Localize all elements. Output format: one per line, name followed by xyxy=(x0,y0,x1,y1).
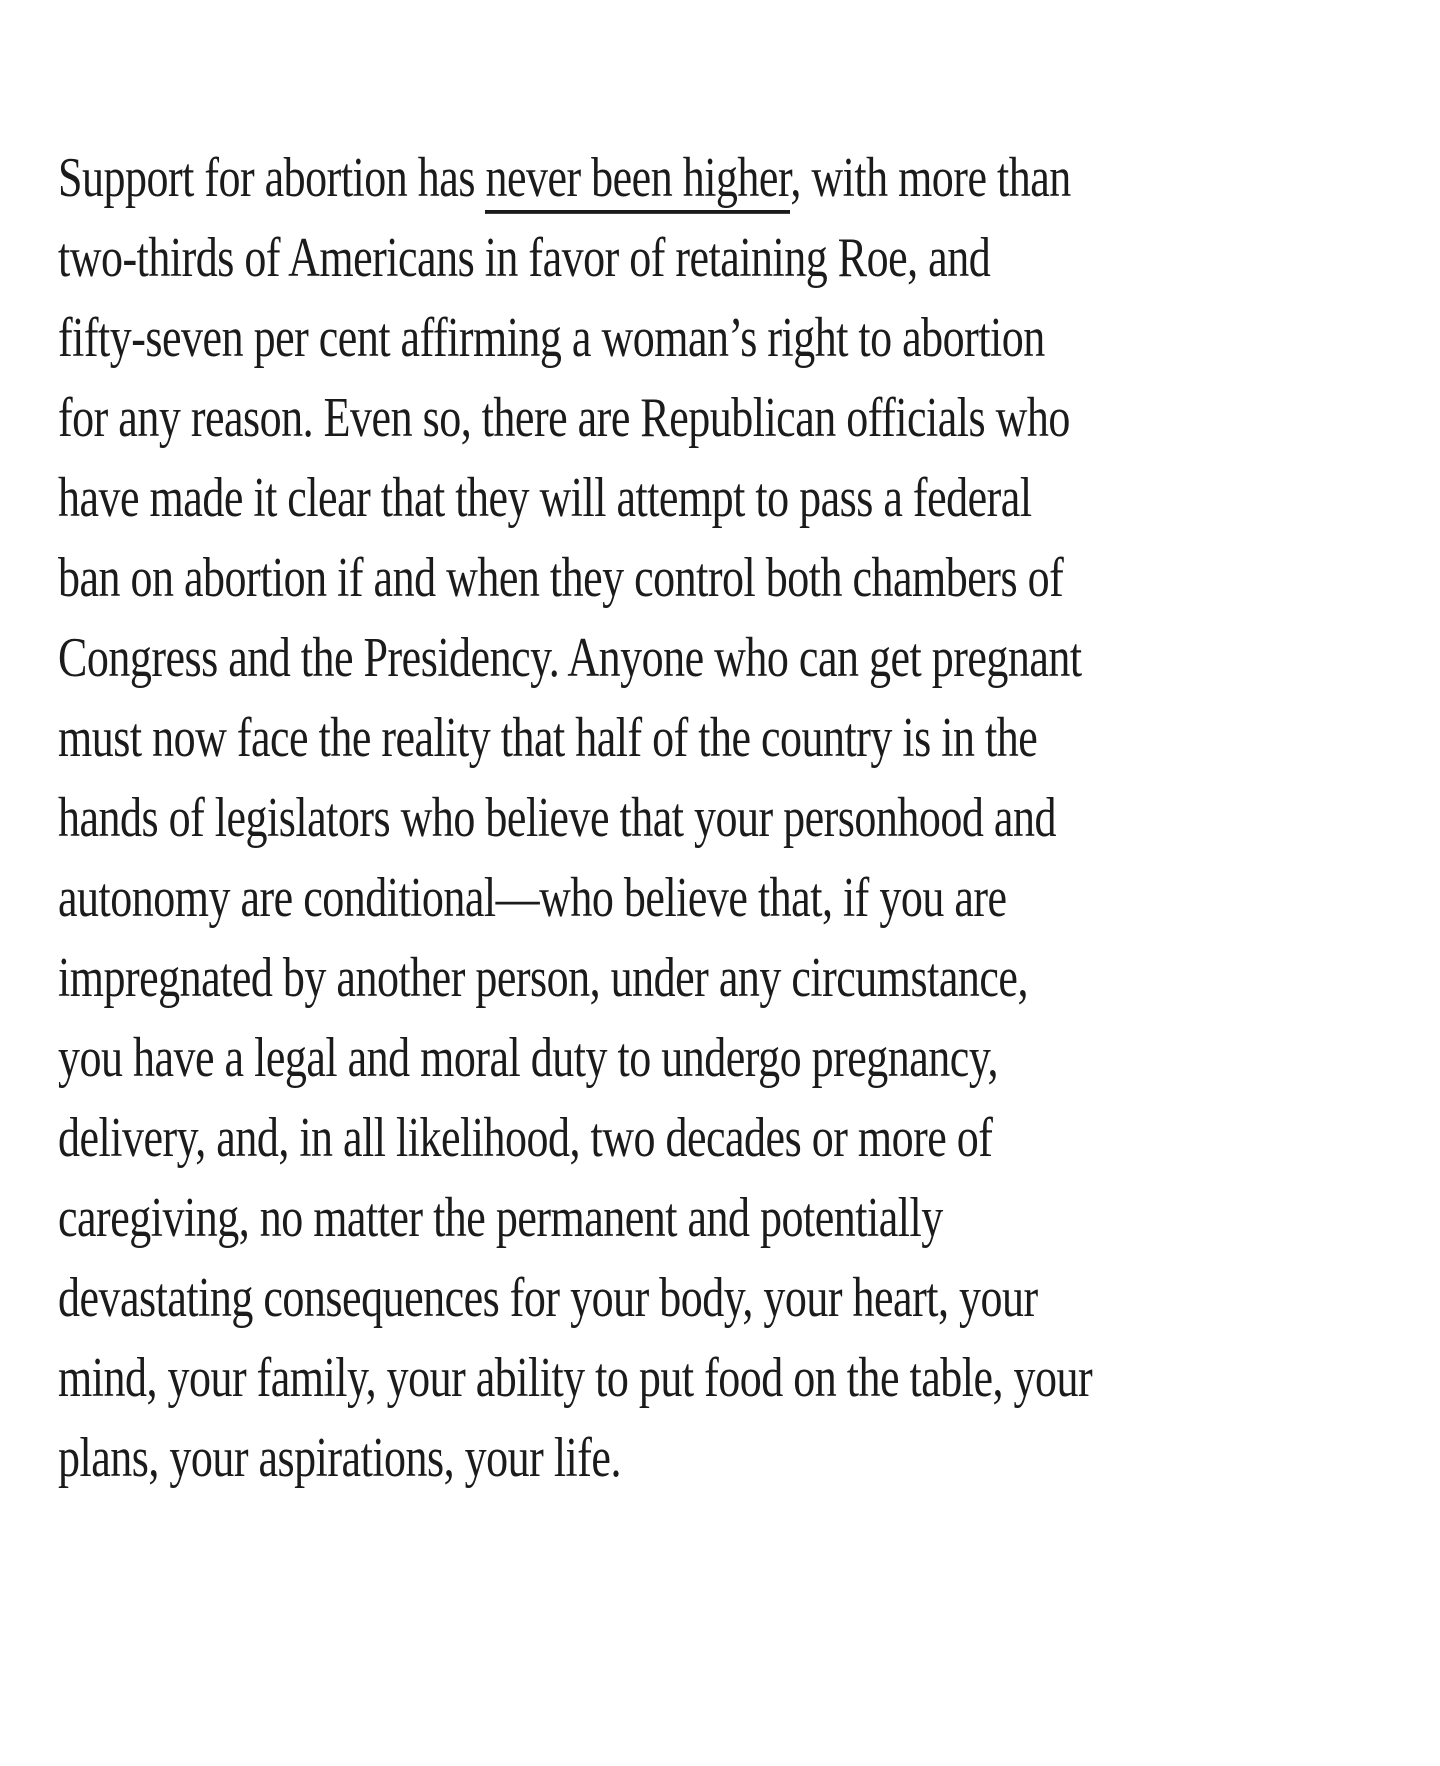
text-segment: caregiving, no matter the permanent and potentially xyxy=(58,1186,943,1249)
text-segment: autonomy are conditional—who believe that, if you are xyxy=(58,866,1007,929)
text-segment: Support for abortion has xyxy=(58,146,486,209)
text-segment: devastating consequences for your body, your heart, your xyxy=(58,1266,1038,1329)
text-segment: ban on abortion if and when they control both chambers of xyxy=(58,546,1064,609)
text-segment: impregnated by another person, under any circumstance, xyxy=(58,946,1028,1009)
text-segment: have made it clear that they will attempt to pass a federal xyxy=(58,466,1032,529)
text-segment: fifty-seven per cent affirming a woman’s right to abortion xyxy=(58,306,1045,369)
text-segment: two-thirds of Americans in favor of retaining Roe, and xyxy=(58,226,991,289)
article-paragraph xyxy=(58,138,1392,1498)
text-segment: must now face the reality that half of the country is in the xyxy=(58,706,1038,769)
text-segment: hands of legislators who believe that your personhood and xyxy=(58,786,1056,849)
text-segment: you have a legal and moral duty to undergo pregnancy, xyxy=(58,1026,998,1089)
text-segment: plans, your aspirations, your life. xyxy=(58,1426,621,1489)
text-segment: for any reason. Even so, there are Republican officials who xyxy=(58,386,1070,449)
text-segment: , with more than xyxy=(790,146,1071,209)
text-line xyxy=(58,1407,1392,1509)
text-segment: Congress and the Presidency. Anyone who can get pregnant xyxy=(58,626,1082,689)
never-been-higher-link[interactable]: never been higher xyxy=(485,146,790,214)
article-excerpt xyxy=(58,138,1392,1498)
text-segment: mind, your family, your ability to put food on the table, your xyxy=(58,1346,1093,1409)
text-segment: delivery, and, in all likelihood, two decades or more of xyxy=(58,1106,993,1169)
